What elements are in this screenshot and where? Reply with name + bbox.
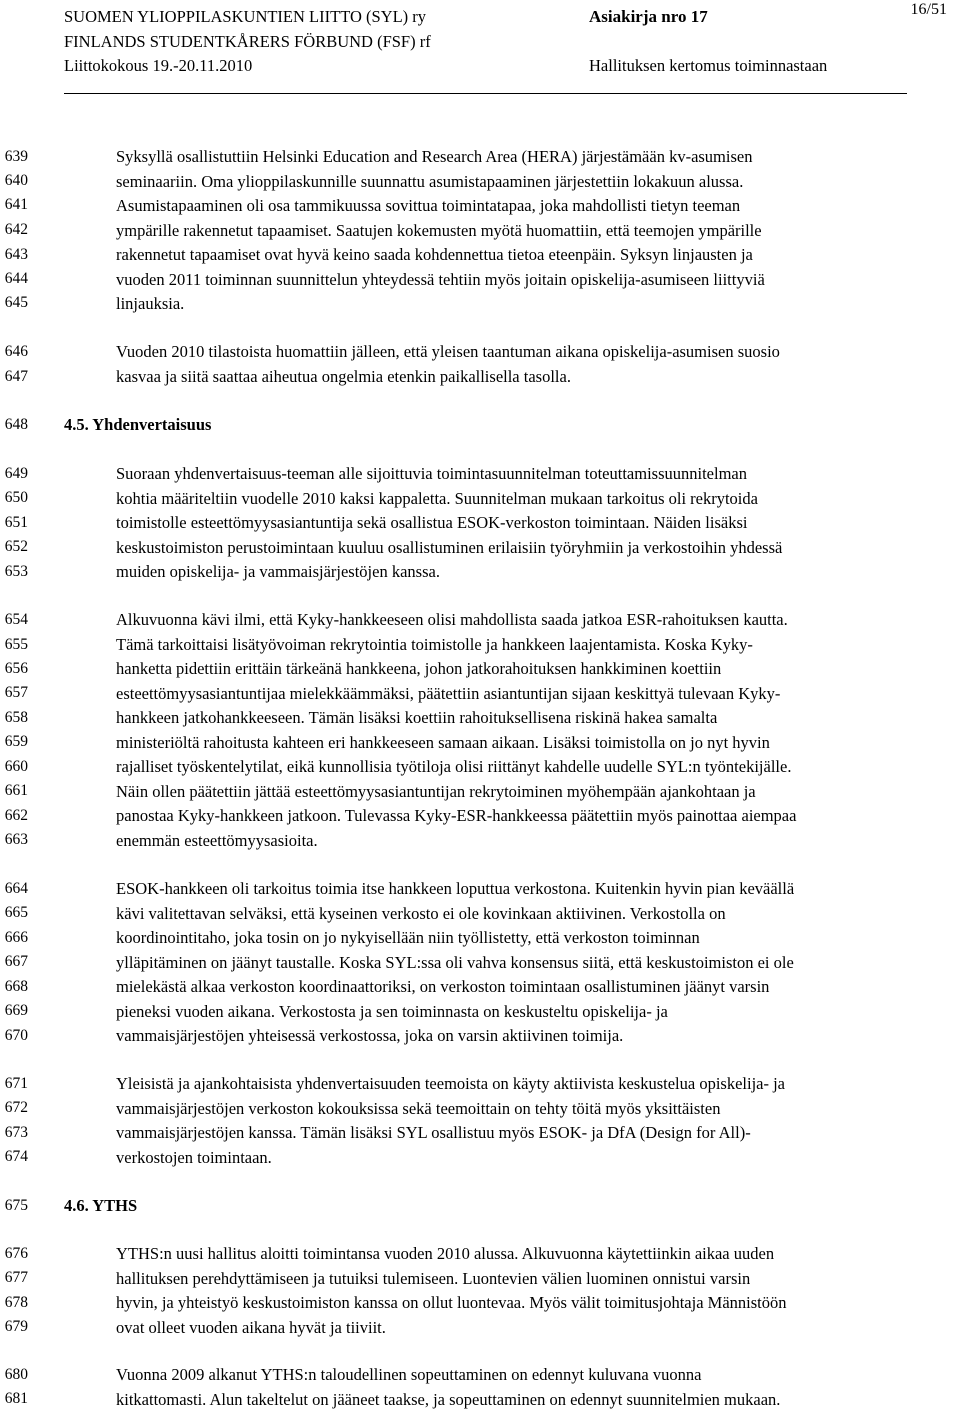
line-number: 640 <box>0 169 28 194</box>
paragraph-line: panostaa Kyky-hankkeen jatkoon. Tulevassa Kyky-ESR-hankkeessa päätettiin myös painottaa aiempaa <box>116 804 960 829</box>
line-number: 657 <box>0 681 28 706</box>
line-number: 645 <box>0 291 28 316</box>
header-rule <box>64 93 907 94</box>
body-paragraph <box>116 608 960 853</box>
paragraph-line: vuoden 2011 toiminnan suunnittelun yhteydessä tehtiin myös joitain opiskelija-asumiseen liittyviä <box>116 268 960 293</box>
line-number: 663 <box>0 828 28 853</box>
paragraph-line: Vuonna 2009 alkanut YTHS:n taloudellinen sopeuttaminen on edennyt kuluvana vuonna <box>116 1363 960 1388</box>
paragraph-line: Alkuvuonna kävi ilmi, että Kyky-hankkeeseen olisi mahdollista saada jatkoa ESR-rahoituksen kautta. <box>116 608 960 633</box>
line-number: 668 <box>0 975 28 1000</box>
line-number: 665 <box>0 901 28 926</box>
line-number: 681 <box>0 1387 28 1412</box>
line-number: 661 <box>0 779 28 804</box>
body-paragraph <box>116 1363 960 1412</box>
paragraph-line: ministeriöltä rahoitusta kahteen eri hankkeeseen samaan aikaan. Lisäksi toimistolla on jo nyt hyvin <box>116 731 960 756</box>
line-number: 651 <box>0 511 28 536</box>
line-number: 659 <box>0 730 28 755</box>
line-number: 662 <box>0 804 28 829</box>
line-number: 644 <box>0 267 28 292</box>
line-number: 677 <box>0 1266 28 1291</box>
paragraph-line: vammaisjärjestöjen kanssa. Tämän lisäksi SYL osallistuu myös ESOK- ja DfA (Design for All)- <box>116 1121 960 1146</box>
paragraph-line: Vuoden 2010 tilastoista huomattiin jälleen, että yleisen taantuman aikana opiskelija-asumisen suosio <box>116 340 960 365</box>
body-paragraph <box>116 462 960 585</box>
paragraph-line: ympärille rakennetut tapaamiset. Saatujen kokemusten myötä huomattiin, että teemojen ympärille <box>116 219 960 244</box>
line-number: 667 <box>0 950 28 975</box>
paragraph-line: rajalliset työskentelytilat, eikä kunnollisia työtiloja olisi riittänyt kahdelle uudelle SYL:n työntekijälle. <box>116 755 960 780</box>
line-number: 646 <box>0 340 28 365</box>
header-left <box>64 5 431 79</box>
org-name-sv: FINLANDS STUDENTKÅRERS FÖRBUND (FSF) rf <box>64 30 431 55</box>
paragraph-line: linjauksia. <box>116 292 960 317</box>
paragraph-line: Näin ollen päätettiin jättää esteettömyysasiantuntijan rekrytoiminen myöhempään ajankohtaan ja <box>116 780 960 805</box>
line-number: 641 <box>0 193 28 218</box>
body-paragraph <box>116 1242 960 1340</box>
paragraph-line: toimistolle esteettömyysasiantuntija sekä osallistua ESOK-verkoston toimintaan. Näiden lisäksi <box>116 511 960 536</box>
line-number: 650 <box>0 486 28 511</box>
body-paragraph <box>116 145 960 317</box>
line-number: 669 <box>0 999 28 1024</box>
paragraph-line: kohtia määriteltiin vuodelle 2010 kaksi kappaletta. Suunnitelman mukaan tarkoitus oli rekrytoida <box>116 487 960 512</box>
line-number: 639 <box>0 145 28 170</box>
line-number: 648 <box>0 413 28 438</box>
paragraph-line: hanketta pidettiin erittäin tärkeänä hankkeena, johon jatkorahoituksen hankkiminen koettiin <box>116 657 960 682</box>
doc-title: Hallituksen kertomus toiminnastaan <box>589 54 827 79</box>
paragraph-line: koordinointitaho, joka tosin on jo nykyisellään niin työllistetty, että verkoston toiminnan <box>116 926 960 951</box>
line-number: 653 <box>0 560 28 585</box>
line-number: 658 <box>0 706 28 731</box>
paragraph-line: keskustoimiston perustoimintaan kuuluu osallistuminen erilaisiin työryhmiin ja verkostoihin yhdessä <box>116 536 960 561</box>
paragraph-line: mielekästä alkaa verkoston koordinaattoriksi, on verkoston toimintaan osallistuminen jäänyt varsin <box>116 975 960 1000</box>
paragraph-line: ylläpitäminen on jäänyt taustalle. Koska SYL:ssa oli vahva konsensus siitä, että keskustoimiston ei ole <box>116 951 960 976</box>
paragraph-line: enemmän esteettömyysasioita. <box>116 829 960 854</box>
line-number: 672 <box>0 1096 28 1121</box>
page-header <box>64 5 957 93</box>
line-number: 680 <box>0 1363 28 1388</box>
paragraph-line: kitkattomasti. Alun takeltelut on jääneet taakse, ja sopeuttaminen on edennyt suunnitelmien mukaan. <box>116 1388 960 1412</box>
line-number: 655 <box>0 633 28 658</box>
body-paragraph <box>116 1072 960 1170</box>
line-number: 647 <box>0 365 28 390</box>
line-number: 670 <box>0 1024 28 1049</box>
paragraph-line: kasvaa ja siitä saattaa aiheutua ongelmia etenkin paikallisella tasolla. <box>116 365 960 390</box>
paragraph-line: esteettömyysasiantuntijaa mielekkäämmäksi, päätettiin asiantuntijan sijaan keskittyä tulevaan Kyky- <box>116 682 960 707</box>
paragraph-line: Tämä tarkoittaisi lisätyövoiman rekrytointia toimistolle ja hankkeen laajentamista. Koska Kyky- <box>116 633 960 658</box>
section-heading: 4.5. Yhdenvertaisuus <box>64 413 211 438</box>
line-number: 643 <box>0 243 28 268</box>
paragraph-line: hankkeen jatkohankkeeseen. Tämän lisäksi koettiin rahoituksellisena riskinä hakea samalta <box>116 706 960 731</box>
paragraph-line: seminaariin. Oma ylioppilaskunnille suunnattu asumistapaaminen järjestettiin lokakuun alussa. <box>116 170 960 195</box>
doc-number: Asiakirja nro 17 <box>589 5 708 30</box>
line-number: 674 <box>0 1145 28 1170</box>
body-paragraph <box>116 877 960 1049</box>
line-number: 679 <box>0 1315 28 1340</box>
line-number: 652 <box>0 535 28 560</box>
line-number: 675 <box>0 1194 28 1219</box>
line-number: 666 <box>0 926 28 951</box>
org-name-fi: SUOMEN YLIOPPILASKUNTIEN LIITTO (SYL) ry <box>64 5 431 30</box>
paragraph-line: YTHS:n uusi hallitus aloitti toimintansa vuoden 2010 alussa. Alkuvuonna käytettiinkin aikaa uuden <box>116 1242 960 1267</box>
page-number: 16/51 <box>911 1 947 19</box>
line-number: 678 <box>0 1291 28 1316</box>
line-number: 642 <box>0 218 28 243</box>
paragraph-line: verkostojen toimintaan. <box>116 1146 960 1171</box>
paragraph-line: Asumistapaaminen oli osa tammikuussa sovittua toimintatapaa, joka mahdollisti tietyn teeman <box>116 194 960 219</box>
paragraph-line: vammaisjärjestöjen verkoston kokouksissa sekä teemoittain on tehty töitä myös yksittäisten <box>116 1097 960 1122</box>
paragraph-line: ovat olleet vuoden aikana hyvät ja tiiviit. <box>116 1316 960 1341</box>
paragraph-line: Syksyllä osallistuttiin Helsinki Education and Research Area (HERA) järjestämään kv-asumisen <box>116 145 960 170</box>
paragraph-line: kävi valitettavan selväksi, että kyseinen verkosto ei ole kovinkaan aktiivinen. Verkostolla on <box>116 902 960 927</box>
line-number: 649 <box>0 462 28 487</box>
line-number: 656 <box>0 657 28 682</box>
body-paragraph <box>116 340 960 389</box>
line-number: 664 <box>0 877 28 902</box>
meeting-date: Liittokokous 19.-20.11.2010 <box>64 54 431 79</box>
paragraph-line: pieneksi vuoden aikana. Verkostosta ja sen toiminnasta on keskusteltu opiskelija- ja <box>116 1000 960 1025</box>
paragraph-line: rakennetut tapaamiset ovat hyvä keino saada kohdennettua tietoa eteenpäin. Syksyn linjausten ja <box>116 243 960 268</box>
line-number: 654 <box>0 608 28 633</box>
line-number: 671 <box>0 1072 28 1097</box>
paragraph-line: muiden opiskelija- ja vammaisjärjestöjen kanssa. <box>116 560 960 585</box>
paragraph-line: vammaisjärjestöjen yhteisessä verkostossa, joka on varsin aktiivinen toimija. <box>116 1024 960 1049</box>
paragraph-line: ESOK-hankkeen oli tarkoitus toimia itse hankkeen loputtua verkostona. Kuitenkin hyvin pian keväällä <box>116 877 960 902</box>
section-heading: 4.6. YTHS <box>64 1194 137 1219</box>
line-number: 676 <box>0 1242 28 1267</box>
line-number: 673 <box>0 1121 28 1146</box>
paragraph-line: Suoraan yhdenvertaisuus-teeman alle sijoittuvia toimintasuunnitelman toteuttamissuunnitelman <box>116 462 960 487</box>
paragraph-line: Yleisistä ja ajankohtaisista yhdenvertaisuuden teemoista on käyty aktiivista keskustelua opiskelija- ja <box>116 1072 960 1097</box>
paragraph-line: hallituksen perehdyttämiseen ja tutuiksi tulemiseen. Luontevien välien luominen onnistui varsin <box>116 1267 960 1292</box>
line-number: 660 <box>0 755 28 780</box>
paragraph-line: hyvin, ja yhteistyö keskustoimiston kanssa on ollut luontevaa. Myös välit toimitusjohtaja Männistöön <box>116 1291 960 1316</box>
